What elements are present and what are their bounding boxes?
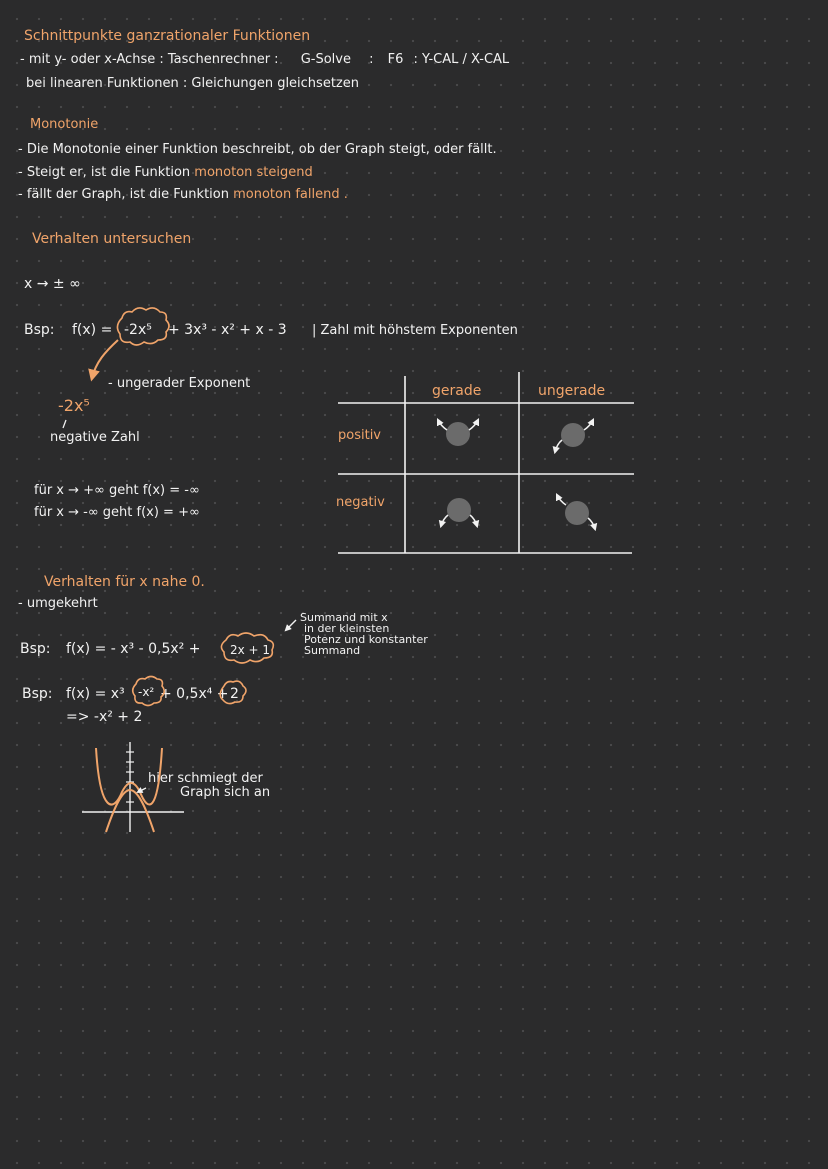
section-title-schnittpunkte: Schnittpunkte ganzrationaler Funktionen [24,28,311,44]
mini-graph [82,742,184,832]
monoton-fallend-text: monoton fallend . [233,187,348,202]
example-rest: + 3x³ - x² + x - 3 [168,322,287,338]
sep-text: : [369,52,374,67]
limit-label: x → ± ∞ [24,276,81,292]
monotonie-line-3-text: - fällt der Graph, ist die Funktion [18,187,229,202]
limit-line-2: für x → -∞ geht f(x) = +∞ [34,505,200,520]
schnittpunkte-line-1-text: - mit y- oder x-Achse : Taschenrechner : [20,52,279,67]
graph-note-1: hier schmiegt der [148,771,263,786]
arrow-icon [286,620,296,630]
ex2-circled: -x² [138,685,155,699]
section-title-nahe-null: Verhalten für x nahe 0. [44,574,205,590]
limit-line-1: für x → +∞ geht f(x) = -∞ [34,483,200,498]
note-line-3: Potenz und konstanter [304,633,428,646]
ex2-label: Bsp: [22,686,53,702]
cloud-circle-icon [220,681,246,704]
section-title-verhalten: Verhalten untersuchen [32,231,192,247]
tick-mark [63,420,66,428]
monotonie-line-1: - Die Monotonie einer Funktion beschreibt, ob der Graph steigt, oder fällt. [18,142,497,157]
note-line-1: Summand mit x [300,611,388,624]
ycal-text: : Y-CAL / X-CAL [413,52,510,67]
graph-note-2: Graph sich an [180,785,271,800]
blob-positive-even [438,420,478,446]
blob-positive-odd [555,420,593,452]
example-lhs: f(x) = [72,322,113,338]
ex1-main: f(x) = - x³ - 0,5x² + [66,641,201,657]
note-line-2: in der kleinsten [304,622,390,635]
monoton-steigend-text: monoton steigend [194,165,313,180]
example-leading-term: -2x⁵ [124,322,152,338]
cloud-circle-icon [117,308,169,345]
gsolve-text: G-Solve [300,52,351,67]
leading-term: -2x⁵ [58,396,90,415]
arrow-icon [92,340,118,378]
row-header-negativ: negativ [336,495,385,510]
row-header-positiv: positiv [338,428,381,443]
col-header-ungerade: ungerade [538,383,606,399]
ex2-const: 2 [230,686,239,702]
schnittpunkte-line-2: bei linearen Funktionen : Gleichungen gleichsetzen [26,76,359,91]
ex2-main: f(x) = x³ [66,686,125,702]
blob-negative-odd [557,495,595,529]
cloud-circle-icon [221,633,273,663]
ex2-rest: + 0,5x⁴ + [160,686,229,702]
umgekehrt-text: - umgekehrt [18,596,98,611]
example-note: | Zahl mit höhstem Exponenten [312,323,518,338]
negative-note: negative Zahl [50,430,140,445]
odd-exponent-note: - ungerader Exponent [108,376,251,391]
f6-text: F6 [387,52,404,67]
ex2-result: => -x² + 2 [66,709,143,725]
blob-negative-even [441,498,477,526]
behavior-table-grid [338,372,634,553]
example-label: Bsp: [24,322,55,338]
ex1-circled: 2x + 1 [230,643,271,657]
col-header-gerade: gerade [432,383,482,399]
section-title-monotonie: Monotonie [30,117,99,132]
note-line-4: Summand [304,644,361,657]
monotonie-line-2-text: - Steigt er, ist die Funktion [18,165,191,180]
cloud-circle-icon [133,677,165,706]
ex1-label: Bsp: [20,641,51,657]
